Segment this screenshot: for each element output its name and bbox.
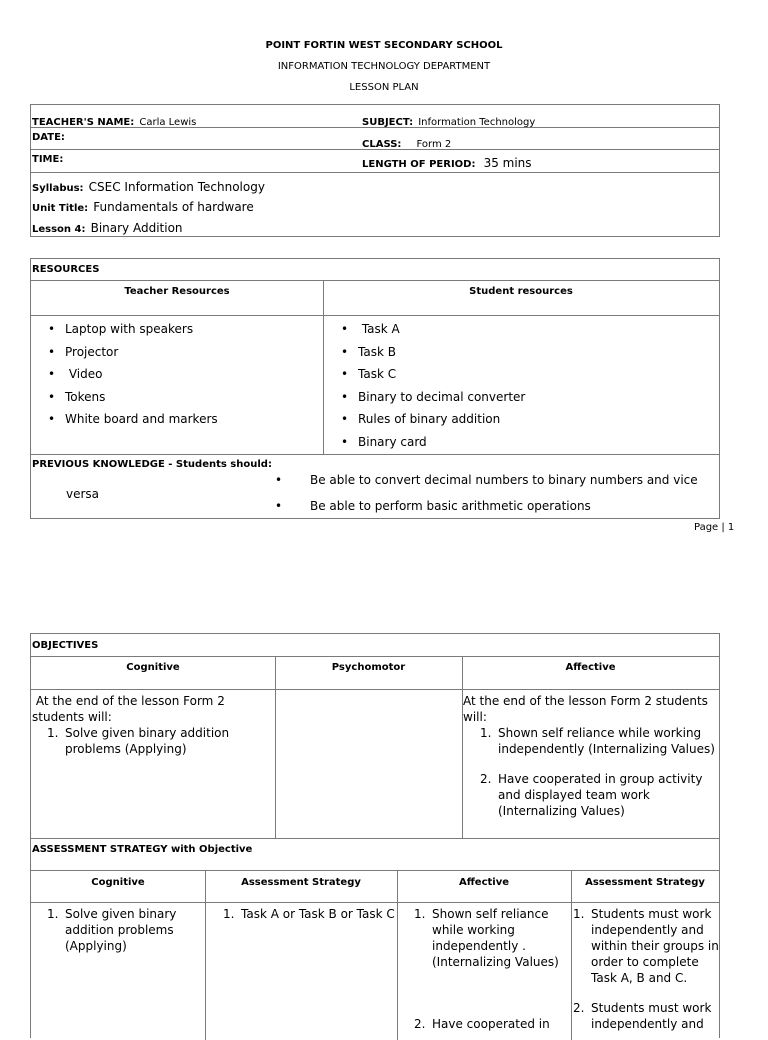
- unit-title-value: Fundamentals of hardware: [93, 200, 254, 214]
- class-label: CLASS:: [362, 139, 402, 150]
- previous-knowledge-item-1-cont: versa: [66, 487, 100, 501]
- assessment-strategy-list-2: [573, 906, 719, 1032]
- assessment-affective-header: Affective: [458, 877, 510, 888]
- list-item: • Laptop with speakers: [48, 322, 194, 336]
- assessment-affective-list: [414, 906, 562, 1032]
- assessment-cognitive-list: [47, 906, 195, 954]
- teacher-name-label: TEACHER'S NAME:: [32, 117, 135, 128]
- teacher-name-value: Carla Lewis: [139, 117, 197, 128]
- school-name: POINT FORTIN WEST SECONDARY SCHOOL: [265, 40, 503, 51]
- subject-value: Information Technology: [418, 117, 536, 128]
- bullet-icon: •: [341, 344, 349, 359]
- list-item: 1. Solve given binary addition problems (Applying): [47, 907, 177, 953]
- document-type: LESSON PLAN: [349, 82, 419, 93]
- list-item: • White board and markers: [48, 412, 218, 427]
- bullet-icon: •: [48, 322, 56, 336]
- previous-knowledge-item-2: Be able to perform basic arithmetic operations: [310, 499, 591, 513]
- assessment-cognitive-header: Cognitive: [91, 877, 145, 888]
- bullet-icon: •: [48, 344, 56, 359]
- resources-table: [30, 258, 720, 519]
- assessment-title: ASSESSMENT STRATEGY with Objective: [32, 844, 253, 855]
- list-item: 2. Have cooperated in: [414, 1017, 550, 1031]
- bullet-icon: •: [341, 434, 349, 449]
- student-resources-header: Student resources: [469, 286, 573, 297]
- teacher-name-row: [32, 110, 196, 129]
- cognitive-objectives-list: [47, 725, 265, 757]
- bullet-icon: •: [48, 412, 56, 427]
- lesson-label: Lesson 4:: [32, 224, 86, 235]
- bullet-icon: •: [341, 367, 349, 382]
- lesson-info-table: [30, 104, 720, 237]
- date-label: DATE:: [32, 132, 65, 143]
- lesson-row: [32, 217, 183, 236]
- subject-label: SUBJECT:: [362, 117, 414, 128]
- page-number: Page | 1: [694, 522, 735, 533]
- cognitive-intro: At the end of the lesson Form 2 students will:: [32, 694, 229, 724]
- list-item: • Binary card: [341, 434, 427, 449]
- length-value: 35 mins: [483, 156, 532, 170]
- lesson-value: Binary Addition: [90, 221, 183, 235]
- objectives-title: OBJECTIVES: [32, 640, 99, 651]
- resources-title: RESOURCES: [32, 264, 100, 275]
- department-name: INFORMATION TECHNOLOGY DEPARTMENT: [277, 61, 491, 72]
- bullet-icon: •: [341, 412, 349, 427]
- student-resources-list: [341, 321, 526, 457]
- teacher-resources-list: [48, 321, 218, 434]
- list-item: • Projector: [48, 344, 119, 359]
- previous-knowledge-title: PREVIOUS KNOWLEDGE - Students should:: [32, 459, 272, 470]
- affective-intro: At the end of the lesson Form 2 students will:: [463, 694, 708, 724]
- class-row: [362, 132, 451, 151]
- objectives-table: [30, 633, 720, 839]
- syllabus-value: CSEC Information Technology: [88, 180, 265, 194]
- list-item: 1. Shown self reliance while working independently . (Internalizing Values): [414, 907, 559, 969]
- syllabus-row: [32, 176, 265, 195]
- length-label: LENGTH OF PERIOD:: [362, 159, 476, 170]
- previous-knowledge-item-1: Be able to convert decimal numbers to binary numbers and vice: [310, 473, 698, 487]
- affective-header: Affective: [565, 662, 616, 673]
- list-item: 1. Solve given binary addition problems (Applying): [47, 726, 230, 756]
- bullet-icon: •: [275, 499, 283, 513]
- list-item: • Binary to decimal converter: [341, 389, 526, 404]
- unit-title-row: [32, 196, 254, 215]
- list-item: • Task B: [341, 344, 396, 359]
- assessment-strategy-header-2: Assessment Strategy: [585, 877, 705, 888]
- psychomotor-header: Psychomotor: [331, 662, 406, 673]
- subject-row: [362, 110, 535, 129]
- length-row: [362, 152, 532, 171]
- affective-objectives-list: [480, 725, 716, 819]
- cognitive-header: Cognitive: [126, 662, 180, 673]
- bullet-icon: •: [48, 367, 56, 382]
- teacher-resources-header: Teacher Resources: [124, 286, 230, 297]
- list-item: 2. Students must work independently and: [573, 1001, 712, 1031]
- bullet-icon: •: [341, 389, 349, 404]
- list-item: 1. Students must work independently and within their groups in order to complete Task A, B and C.: [573, 907, 719, 985]
- list-item: • Task C: [341, 367, 397, 382]
- list-item: • Video: [48, 367, 103, 382]
- unit-title-label: Unit Title:: [32, 203, 89, 214]
- list-item: 1. Task A or Task B or Task C: [223, 907, 395, 921]
- bullet-icon: •: [48, 389, 56, 404]
- assessment-strategy-header-1: Assessment Strategy: [241, 877, 361, 888]
- bullet-icon: •: [341, 322, 349, 336]
- list-item: • Tokens: [48, 389, 106, 404]
- list-item: 1. Shown self reliance while working independently (Internalizing Values): [480, 726, 715, 756]
- syllabus-label: Syllabus:: [32, 183, 84, 194]
- time-label: TIME:: [32, 154, 64, 165]
- list-item: • Task A: [341, 322, 400, 336]
- assessment-table: [30, 838, 720, 1038]
- list-item: • Rules of binary addition: [341, 412, 501, 427]
- class-value: Form 2: [416, 139, 452, 150]
- bullet-icon: •: [275, 473, 283, 487]
- list-item: 2. Have cooperated in group activity and displayed team work (Internalizing Values): [480, 772, 703, 818]
- assessment-strategy-list-1: [223, 906, 401, 922]
